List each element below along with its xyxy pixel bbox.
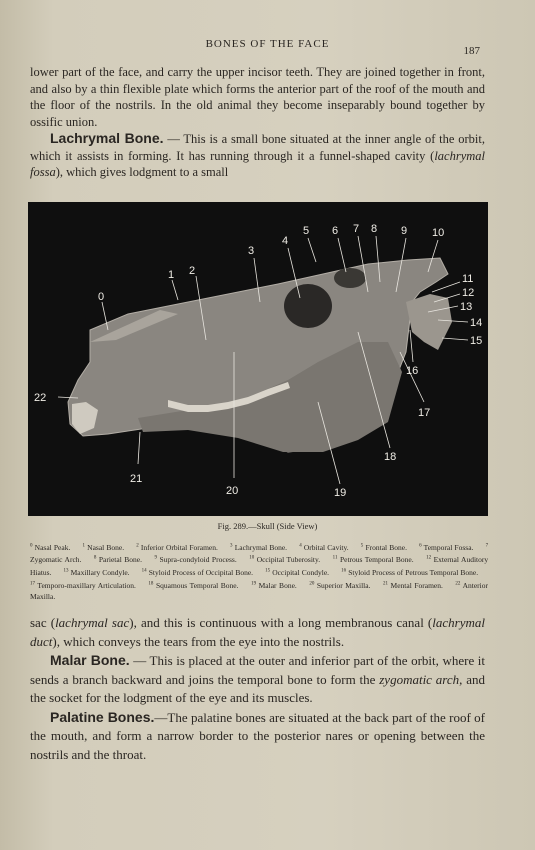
legend-item: $^2$ Inferior Orbital Foramen. bbox=[136, 542, 218, 552]
legend-item: $^{18}$ Squamous Temporal Bone. bbox=[148, 580, 239, 590]
legend-item: $^0$ Nasal Peak. bbox=[30, 542, 71, 552]
top-text-block bbox=[30, 64, 485, 181]
legend-item: $^1$ Nasal Bone. bbox=[82, 542, 125, 552]
label-7: 7 bbox=[353, 223, 360, 235]
skull-illustration bbox=[28, 202, 488, 516]
label-2: 2 bbox=[189, 265, 196, 277]
label-17: 17 bbox=[418, 407, 431, 419]
label-3: 3 bbox=[248, 245, 255, 257]
malar-paragraph: Malar Bone. — This is placed at the outer and inferior part of the orbit, where it sends a branch backward and joins the temporal bone to form the zygomatic arch, and the socket for the lodgment of the eye and its muscles. bbox=[30, 652, 485, 705]
figure-caption: Fig. 289.—Skull (Side View) bbox=[217, 521, 318, 531]
label-12: 12 bbox=[462, 287, 475, 299]
bottom-text-block bbox=[30, 614, 485, 764]
lachrymal-text-1: — This is a small bone situated at the inner angle of the orbit, which it assists in forming. It has running through it a funnel-shaped cavity ( bbox=[30, 132, 485, 163]
figure-legend bbox=[30, 540, 488, 602]
intro-paragraph: lower part of the face, and carry the upper incisor teeth. They are joined together in front, and also by a thin flexible plate which forms the anterior part of the roof of the mouth and the floor of the nostrils. In the old animal they become inseparably bound together by ossific union. bbox=[30, 65, 485, 129]
palatine-paragraph: Palatine Bones.—The palatine bones are situated at the back part of the roof of the mouth, and form a narrow border to the posterior nares or opening between the nostrils and the throat. bbox=[30, 708, 485, 762]
label-8: 8 bbox=[371, 223, 378, 235]
legend-item: $^3$ Lachrymal Bone. bbox=[230, 542, 288, 552]
legend-item: $^7$ Zygomatic Arch. bbox=[30, 543, 489, 565]
legend-item: $^4$ Orbital Cavity. bbox=[299, 542, 349, 552]
continuation-term-2: lachrymal duct bbox=[30, 615, 485, 649]
label-21: 21 bbox=[130, 473, 143, 485]
legend-item: $^{20}$ Superior Maxilla. bbox=[309, 580, 371, 590]
lachrymal-paragraph bbox=[30, 130, 485, 181]
lachrymal-heading: Lachrymal Bone. bbox=[50, 130, 164, 146]
legend-item: $^{22}$ Anterior Maxilla. bbox=[30, 580, 488, 602]
label-11: 11 bbox=[462, 273, 474, 285]
label-6: 6 bbox=[332, 225, 339, 237]
label-13: 13 bbox=[460, 301, 473, 313]
legend-item: $^{10}$ Occipital Tuberosity. bbox=[249, 555, 321, 565]
legend-item: $^{19}$ Malar Bone. bbox=[251, 580, 297, 590]
label-0: 0 bbox=[98, 291, 105, 303]
label-20: 20 bbox=[226, 485, 239, 497]
label-16: 16 bbox=[406, 365, 419, 377]
label-10: 10 bbox=[432, 227, 445, 239]
malar-term-1: zygomatic arch bbox=[379, 671, 460, 687]
legend-item: $^{17}$ Temporo-maxillary Articulation. bbox=[30, 580, 136, 590]
occipital-shape bbox=[406, 294, 452, 350]
label-1: 1 bbox=[168, 269, 175, 281]
lachrymal-text-2: ), which gives lodgment to a small bbox=[55, 165, 229, 179]
label-14: 14 bbox=[470, 317, 483, 329]
malar-heading: Malar Bone. bbox=[50, 652, 130, 668]
continuation-term-1: lachrymal sac bbox=[55, 615, 130, 630]
label-5: 5 bbox=[303, 225, 310, 237]
legend-item: $^{16}$ Styloid Process of Petrous Temporal Bone. bbox=[341, 568, 479, 578]
legend-item: $^{15}$ Occipital Condyle. bbox=[265, 568, 330, 578]
label-9: 9 bbox=[401, 225, 408, 237]
label-15: 15 bbox=[470, 335, 483, 347]
legend-item: $^5$ Frontal Bone. bbox=[360, 542, 407, 552]
legend-item: $^{13}$ Maxillary Condyle. bbox=[63, 568, 130, 578]
skull-figure bbox=[28, 202, 488, 516]
legend-item: $^9$ Supra-condyloid Process. bbox=[154, 555, 237, 565]
continuation-paragraph: sac (lachrymal sac), and this is continuous with a long membranous canal (lachrymal duct), which conveys the tears from the eye into the nostrils. bbox=[30, 615, 485, 649]
palatine-heading: Palatine Bones. bbox=[50, 708, 155, 725]
lachrymal-term-1: lachrymal fossa bbox=[30, 148, 485, 179]
legend-item: $^6$ Temporal Fossa. bbox=[419, 542, 474, 552]
label-22: 22 bbox=[34, 392, 47, 404]
legend-item: $^{14}$ Styloid Process of Occipital Bone. bbox=[141, 568, 254, 578]
legend-item: $^{11}$ Petrous Temporal Bone. bbox=[332, 555, 414, 565]
page-number: 187 bbox=[463, 45, 480, 57]
label-4: 4 bbox=[282, 235, 289, 247]
running-head: BONES OF THE FACE bbox=[205, 38, 330, 50]
legend-item: $^{21}$ Mental Foramen. bbox=[383, 580, 443, 590]
legend-item: $^{12}$ External Auditory Hiatus. bbox=[30, 555, 489, 578]
orbit-shape bbox=[284, 284, 332, 328]
label-18: 18 bbox=[384, 451, 397, 463]
label-19: 19 bbox=[334, 487, 347, 499]
legend-item: $^8$ Parietal Bone. bbox=[93, 555, 142, 565]
